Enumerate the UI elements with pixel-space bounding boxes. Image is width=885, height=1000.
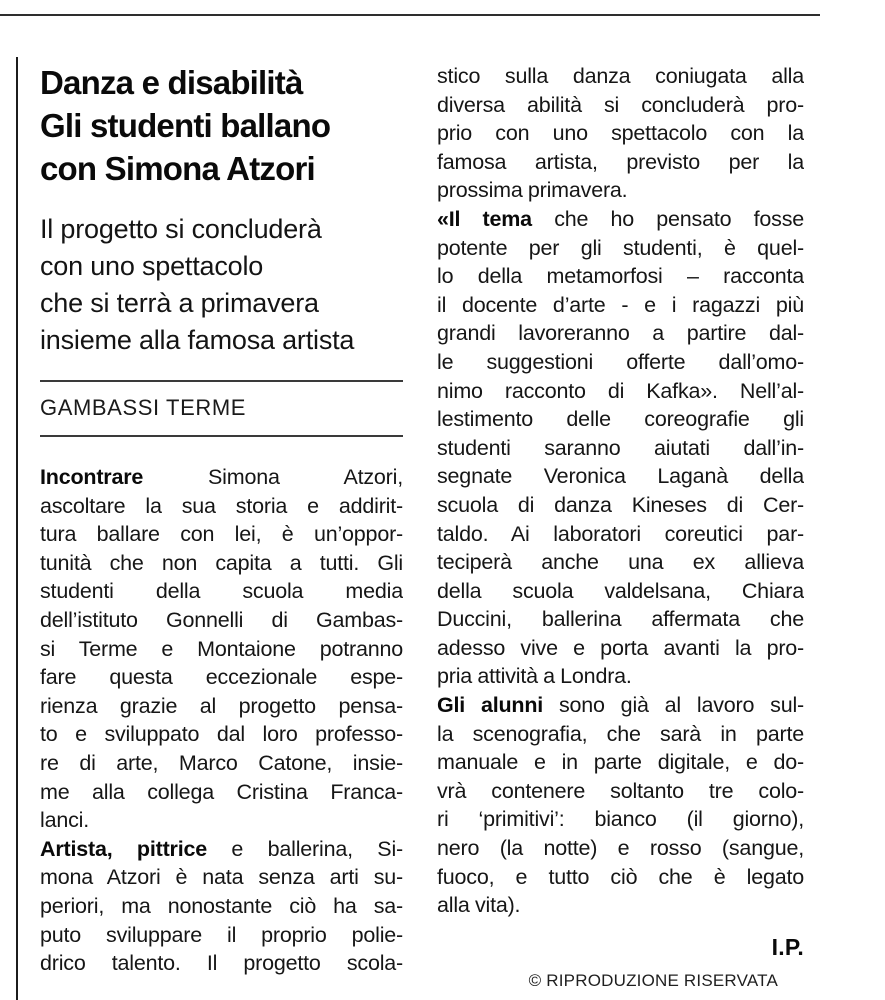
text-line: che si terrà a primavera — [40, 288, 319, 318]
body-line: la scenografia, che sarà in parte — [437, 721, 804, 746]
body-line: scuola di danza Kineses di Cer- — [437, 492, 804, 517]
body-line: segnate Veronica Laganà della — [437, 464, 804, 489]
article-body-left — [40, 463, 403, 978]
body-line: drico talento. Il progetto scola- — [40, 951, 403, 976]
body-line: manuale e in parte digitale, e do- — [437, 750, 804, 775]
article-left-border-rule — [16, 57, 18, 1000]
body-line: rienza grazie al progetto pensa- — [40, 693, 403, 718]
body-line: mona Atzori è nata senza arti su- — [40, 865, 403, 890]
body-line: Duccini, ballerina affermata che — [437, 607, 804, 632]
top-rule — [0, 14, 820, 16]
byline: I.P. — [771, 933, 804, 960]
text-line: con uno spettacolo — [40, 251, 264, 281]
body-line: lo della metamorfosi – racconta — [437, 264, 804, 289]
article-body-right — [437, 62, 804, 920]
body-line: tura ballare con lei, è un’oppor- — [40, 522, 403, 547]
left-column — [40, 55, 403, 978]
body-line: lestimento delle coreografie gli — [437, 407, 804, 432]
body-line: famosa artista, previsto per la — [437, 149, 804, 174]
copyright-notice: © RIPRODUZIONE RISERVATA — [528, 970, 778, 990]
body-line: teciperà anche una ex allieva — [437, 550, 804, 575]
body-line: vrà contenere soltanto tre colo- — [437, 778, 804, 803]
body-line: puto sviluppare il proprio polie- — [40, 922, 403, 947]
body-line: prio con uno spettacolo con la — [437, 121, 804, 146]
body-line: il docente d’arte - e i ragazzi più — [437, 292, 804, 317]
kicker-rule-bottom — [40, 435, 403, 437]
text-line: Il progetto si concluderà — [40, 214, 322, 244]
body-line: ri ‘primitivi’: bianco (il giorno), — [437, 807, 804, 832]
body-line: me alla collega Cristina Franca- — [40, 779, 403, 804]
body-line: adesso vive e porta avanti la pro- — [437, 635, 804, 660]
body-line: studenti della scuola media — [40, 579, 403, 604]
standfirst — [40, 211, 403, 359]
body-line: stico sulla danza coniugata alla — [437, 64, 804, 88]
body-line: grandi lavoreranno a partire dal- — [437, 321, 804, 346]
body-line: periori, ma nonostante ciò ha sa- — [40, 893, 403, 918]
body-line: le suggestioni offerte dall’omo- — [437, 349, 804, 374]
body-line: Gli alunni sono già al lavoro sul- — [437, 693, 804, 718]
body-line: fare questa eccezionale espe- — [40, 665, 403, 690]
body-line: alla vita). — [437, 893, 521, 918]
body-line: to e sviluppato dal loro professo- — [40, 722, 403, 747]
text-line: insieme alla famosa artista — [40, 325, 355, 355]
body-line: lanci. — [40, 808, 89, 833]
body-line: pria attività a Londra. — [437, 664, 632, 689]
text-line: Gli studenti ballano — [40, 107, 331, 144]
body-line: della scuola valdelsana, Chiara — [437, 578, 804, 603]
body-line: dell’istituto Gonnelli di Gambas- — [40, 607, 403, 632]
right-column — [437, 55, 804, 991]
body-line: Artista, pittrice e ballerina, Si- — [40, 836, 403, 861]
body-line: «Il tema che ho pensato fosse — [437, 206, 804, 231]
body-line: nero (la notte) e rosso (sangue, — [437, 836, 804, 861]
text-line: Danza e disabilità — [40, 64, 303, 101]
body-line: potente per gli studenti, è quel- — [437, 235, 804, 260]
body-line: ascoltare la sua storia e addirit- — [40, 493, 403, 518]
body-line: tunità che non capita a tutti. Gli — [40, 550, 403, 575]
body-line: Incontrare Simona Atzori, — [40, 465, 403, 489]
headline — [40, 61, 403, 190]
kicker-dateline: GAMBASSI TERME — [40, 395, 247, 420]
body-line: taldo. Ai laboratori coreutici par- — [437, 521, 804, 546]
body-line: prossima primavera. — [437, 178, 628, 203]
body-line: si Terme e Montaione potranno — [40, 636, 403, 661]
body-line: re di arte, Marco Catone, insie- — [40, 750, 403, 775]
body-line: nimo racconto di Kafka». Nell’al- — [437, 378, 804, 403]
body-line: studenti saranno aiutati dall’in- — [437, 435, 804, 460]
text-line: con Simona Atzori — [40, 150, 315, 187]
body-line: diversa abilità si concluderà pro- — [437, 92, 804, 117]
body-line: fuoco, e tutto ciò che è legato — [437, 864, 804, 889]
